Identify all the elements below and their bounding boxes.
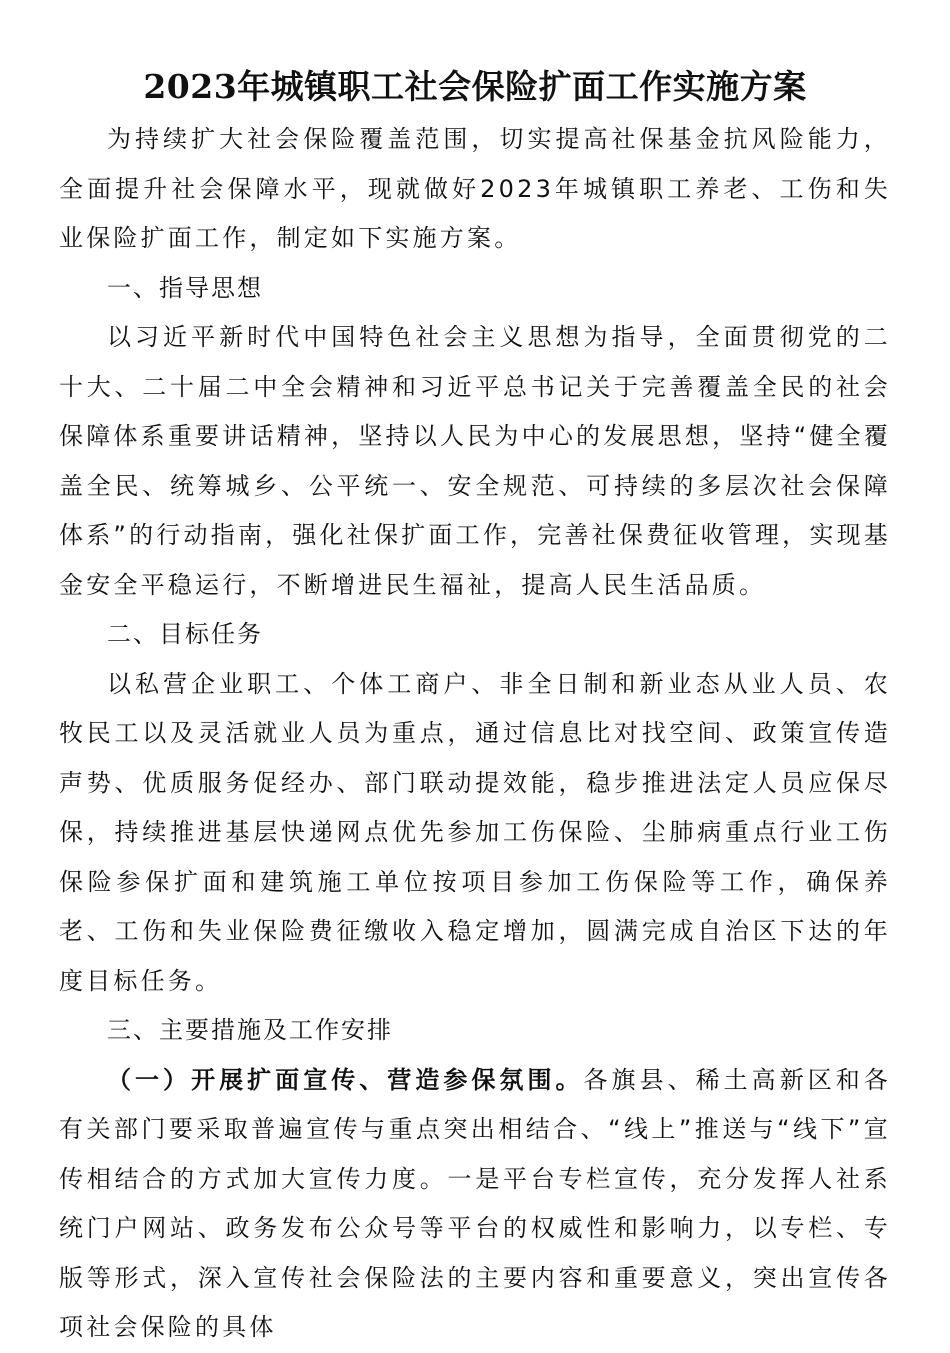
section-paragraph-guiding-ideology: 以习近平新时代中国特色社会主义思想为指导，全面贯彻党的二十大、二十届二中全会精神和习近平总书记关于完善覆盖全民的社会保障体系重要讲话精神，坚持以人民为中心的发展思想，坚持“健全覆盖全民、统筹城乡、公平统一、安全规范、可持续的多层次社会保障体系”的行动指南，强化社保扩面工作，完善社保费征收管理，实现基金安全平稳运行，不断增进民生福祉，提高人民生活品质。: [59, 323, 891, 599]
section-paragraph-targets: 以私营企业职工、个体工商户、非全日制和新业态从业人员、农牧民工以及灵活就业人员为重点，通过信息比对找空间、政策宣传造声势、优质服务促经办、部门联动提效能，稳步推进法定人员应保尽保，持续推进基层快递网点优先参加工伤保险、尘肺病重点行业工伤保险参保扩面和建筑施工单位按项目参加工伤保险等工作，确保养老、工伤和失业保险费征缴收入稳定增加，圆满完成自治区下达的年度目标任务。: [59, 669, 891, 995]
section-paragraph-measures: [59, 1056, 891, 1353]
document-title: 2023年城镇职工社会保险扩面工作实施方案: [143, 67, 807, 106]
intro-paragraph: 为持续扩大社会保险覆盖范围，切实提高社保基金抗风险能力，全面提升社会保障水平，现就做好2023年城镇职工养老、工伤和失业保险扩面工作，制定如下实施方案。: [59, 125, 891, 252]
section-heading-measures: 三、主要措施及工作安排: [107, 1016, 393, 1044]
document-body: [59, 115, 891, 1353]
section-heading-guiding-ideology: 一、指导思想: [107, 273, 263, 302]
subsection-text-publicity: 各旗县、稀土高新区和各有关部门要采取普遍宣传与重点突出相结合、“线上”推送与“线下”宣传相结合的方式加大宣传力度。一是平台专栏宣传，充分发挥人社系统门户网站、政务发布公众号等平台的权威性和影响力，以专栏、专版等形式，深入宣传社会保险法的主要内容和重要意义，突出宣传各项社会保险的具体: [59, 1065, 891, 1341]
section-heading-targets: 二、目标任务: [107, 620, 263, 648]
subsection-lead-publicity: （一）开展扩面宣传、营造参保氛围。: [107, 1065, 584, 1094]
